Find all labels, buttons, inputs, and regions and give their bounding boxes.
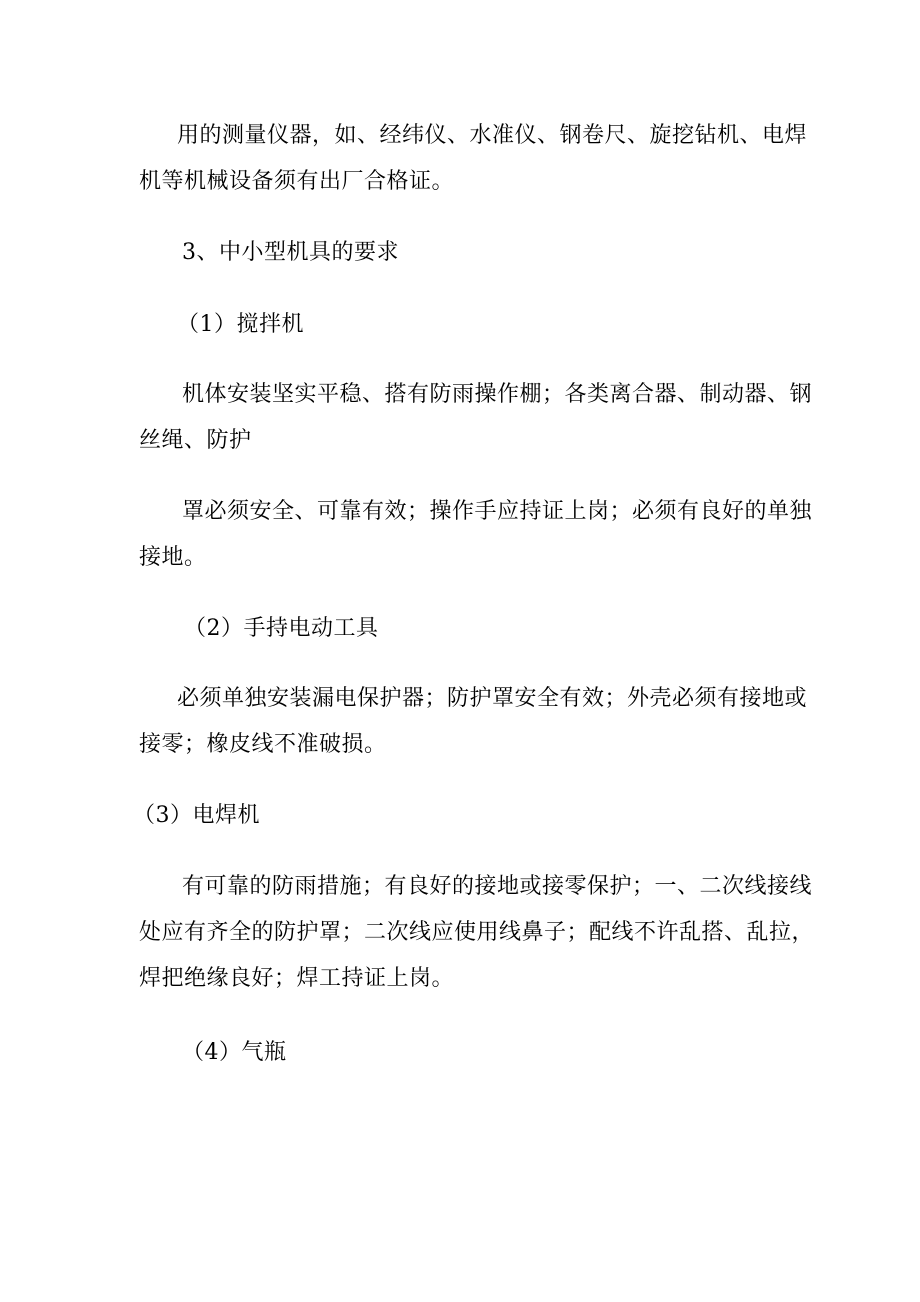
text-line: 焊把绝缘良好；焊工持证上岗。 — [139, 966, 455, 991]
text-line: （2）手持电动工具 — [184, 616, 379, 641]
paragraph-handheld-tools — [0, 676, 807, 768]
text-line: 接地。 — [139, 545, 207, 570]
text-line: 机体安装坚实平稳、搭有防雨操作棚；各类离合器、制动器、钢 — [182, 382, 813, 407]
text-line: 3、中小型机具的要求 — [182, 240, 399, 265]
paragraph-mixer-cover — [0, 489, 812, 581]
text-line: （4）气瓶 — [182, 1040, 287, 1065]
text-line: 丝绳、防护 — [139, 428, 252, 453]
text-line: 用的测量仪器，如、经纬仪、水准仪、钢卷尺、旋挖钻机、电焊 — [177, 123, 808, 148]
paragraph-mixer-body — [0, 372, 812, 464]
subheading-gas-cylinder — [182, 1030, 287, 1076]
text-line: 接零；橡皮线不准破损。 — [139, 732, 387, 757]
paragraph-welder — [0, 864, 814, 1002]
subheading-mixer — [177, 302, 304, 348]
subheading-welder — [133, 793, 260, 839]
text-line: 机等机械设备须有出厂合格证。 — [139, 169, 455, 194]
subheading-handheld-tools — [184, 606, 379, 652]
text-line: （1）搅拌机 — [177, 312, 304, 337]
section-heading-small-machines — [182, 230, 399, 276]
paragraph-measuring-instruments — [139, 113, 807, 205]
text-line: 处应有齐全的防护罩；二次线应使用线鼻子；配线不许乱搭、乱拉， — [139, 920, 815, 945]
text-line: （3）电焊机 — [133, 803, 260, 828]
text-line: 必须单独安装漏电保护器；防护罩安全有效；外壳必须有接地或 — [177, 686, 808, 711]
text-line: 有可靠的防雨措施；有良好的接地或接零保护；一、二次线接线 — [182, 874, 813, 899]
text-line: 罩必须安全、可靠有效；操作手应持证上岗；必须有良好的单独 — [182, 499, 813, 524]
